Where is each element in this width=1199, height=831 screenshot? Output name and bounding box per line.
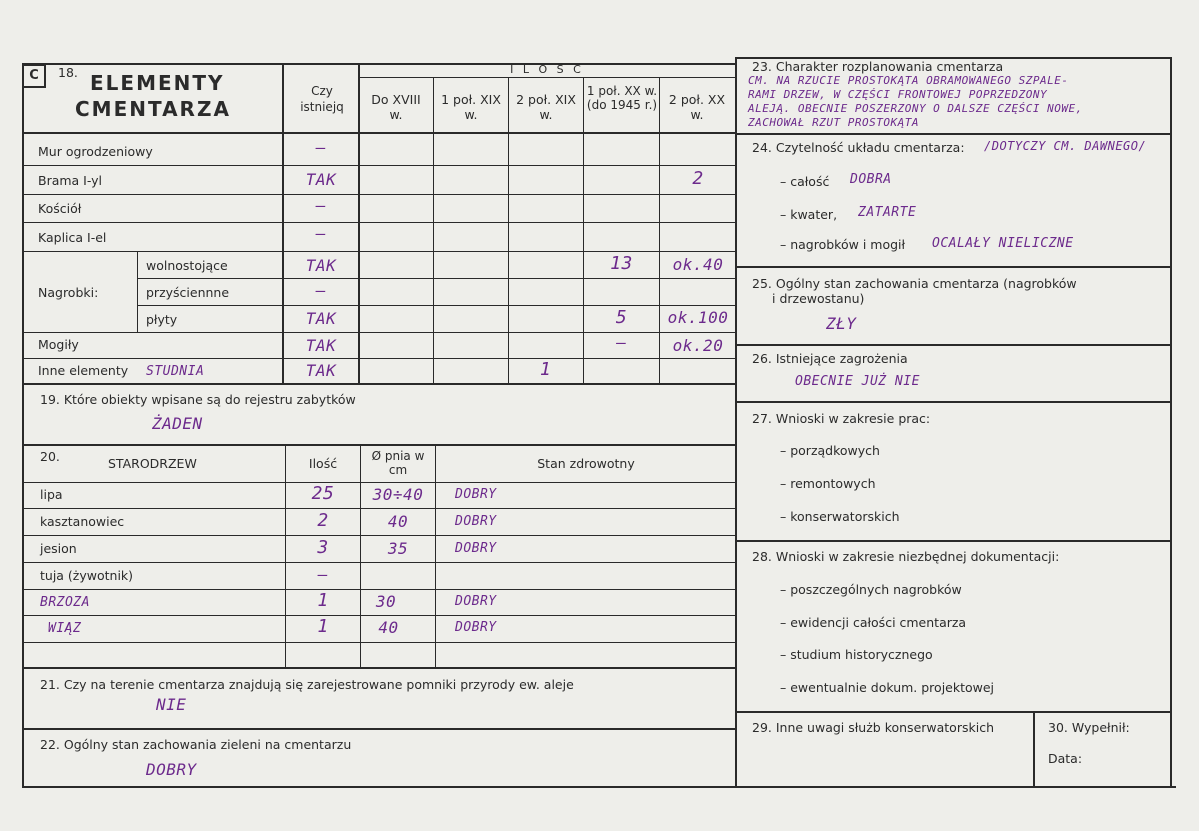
row-wolnostojace: wolnostojące xyxy=(146,258,228,273)
q21-answer: NIE xyxy=(156,695,187,714)
row-przyscienne: przyściennne xyxy=(146,285,230,300)
q23-label: 23. Charakter rozplanowania cmentarza xyxy=(752,59,1004,74)
q19-label: 19. Które obiekty wpisane są do rejestru zabytków xyxy=(40,392,356,407)
q24-calosc: – całość xyxy=(780,174,830,189)
row-kaplica: Kaplica I-el xyxy=(38,230,107,245)
q24-kwater-hw: ZATARTE xyxy=(858,205,917,220)
tree-health: DOBRY xyxy=(455,514,497,529)
tree-qty: 1 xyxy=(317,616,329,637)
header-1pol-xx: 1 poł. XX w. (do 1945 r.) xyxy=(586,84,658,113)
row-inne: Inne elementy xyxy=(38,363,129,378)
row-kosciol: Kościół xyxy=(38,201,82,216)
q20-number: 20. xyxy=(40,449,60,464)
val-plyty-2pol20: ok.100 xyxy=(667,308,729,327)
q23-hw-line-1: CM. NA RZUCIE PROSTOKĄTA OBRAMOWANEGO SZPALE- xyxy=(748,74,1069,87)
val-kosciol-czy: — xyxy=(315,196,327,215)
tree-qty: 25 xyxy=(311,483,335,504)
q22-label: 22. Ogólny stan zachowania zieleni na cmentarzu xyxy=(40,737,352,752)
row-brama: Brama I-yl xyxy=(38,173,103,188)
tree-qty: 3 xyxy=(317,537,329,558)
q27-remontowych: – remontowych xyxy=(780,476,876,491)
header-2pol-xx: 2 poł. XX w. xyxy=(668,92,726,122)
row-plyty: płyty xyxy=(146,312,178,327)
tree-diameter: 35 xyxy=(387,539,409,558)
q27-porzadkowych: – porządkowych xyxy=(780,443,880,458)
q20-header-starodrzew: STARODRZEW xyxy=(108,456,197,471)
q29-label: 29. Inne uwagi służb konserwatorskich xyxy=(752,720,994,735)
val-brama-czy: TAK xyxy=(305,170,337,189)
tree-name: WIĄZ xyxy=(48,621,82,636)
q30-data: Data: xyxy=(1048,751,1083,766)
q25-label-1: 25. Ogólny stan zachowania cmentarza (nagrobków xyxy=(752,276,1077,291)
q25-answer: ZŁY xyxy=(826,314,857,333)
val-inne-hw: STUDNIA xyxy=(146,364,205,379)
q24-nagrobkow-hw: OCALAŁY NIELICZNE xyxy=(932,236,1074,251)
val-mur-czy: — xyxy=(315,138,327,157)
header-2pol-xix: 2 poł. XIX w. xyxy=(516,92,576,122)
tree-diameter: 40 xyxy=(378,618,399,637)
q24-nagrobkow: – nagrobków i mogił xyxy=(780,237,906,252)
q28-nagrobkow: – poszczególnych nagrobków xyxy=(780,582,962,597)
header-do-xviii: Do XVIII w. xyxy=(371,92,421,122)
header-ilosc: I L O Ś Ć xyxy=(510,63,584,76)
val-przysc-czy: — xyxy=(315,281,327,300)
header-1pol-xix: 1 poł. XIX w. xyxy=(441,92,501,122)
val-kaplica-czy: — xyxy=(315,224,327,243)
q22-answer: DOBRY xyxy=(146,760,197,779)
q24-hw: /DOTYCZY CM. DAWNEGO/ xyxy=(984,139,1147,153)
q20-header-ilosc: Ilość xyxy=(308,456,338,471)
tree-qty: — xyxy=(317,565,329,584)
q20-header-stan: Stan zdrowotny xyxy=(537,456,635,471)
tree-qty: 1 xyxy=(317,590,329,611)
tree-name: tuja (żywotnik) xyxy=(40,568,134,583)
q26-answer: OBECNIE JUŻ NIE xyxy=(795,374,920,389)
q24-label: 24. Czytelność układu cmentarza: xyxy=(752,140,965,155)
val-mogily-1pol20: — xyxy=(616,333,627,352)
val-brama-2pol20: 2 xyxy=(692,168,704,189)
q21-label: 21. Czy na terenie cmentarza znajdują się zarejestrowane pomniki przyrody ew. aleje xyxy=(40,677,574,692)
row-nagrobki: Nagrobki: xyxy=(38,285,99,300)
tree-name: kasztanowiec xyxy=(40,514,125,529)
q30-label: 30. Wypełnił: xyxy=(1048,720,1130,735)
section-letter: C xyxy=(29,68,39,83)
tree-qty: 2 xyxy=(317,510,329,531)
tree-diameter: 40 xyxy=(387,512,409,531)
tree-health: DOBRY xyxy=(455,541,497,556)
q28-ewidencji: – ewidencji całości cmentarza xyxy=(780,615,967,630)
q28-projektowej: – ewentualnie dokum. projektowej xyxy=(780,680,995,695)
header-czy-istnieja: Czy istniejq xyxy=(300,84,344,114)
tree-health: DOBRY xyxy=(455,487,497,502)
tree-health: DOBRY xyxy=(455,594,497,609)
section-18-number: 18. xyxy=(58,65,78,80)
q19-answer: ŻADEN xyxy=(152,414,203,433)
q23-hw-line-4: ZACHOWAŁ RZUT PROSTOKĄTA xyxy=(748,116,919,129)
val-plyty-czy: TAK xyxy=(305,309,337,328)
val-wolno-1pol20: 13 xyxy=(610,253,633,274)
val-plyty-1pol20: 5 xyxy=(615,307,628,328)
q28-studium: – studium historycznego xyxy=(780,647,933,662)
val-wolno-czy: TAK xyxy=(305,256,337,275)
elementy-title-2: CMENTARZA xyxy=(75,97,231,121)
q27-konserwatorskich: – konserwatorskich xyxy=(780,509,900,524)
row-mur: Mur ogrodzeniowy xyxy=(38,144,153,159)
q27-label: 27. Wnioski w zakresie prac: xyxy=(752,411,931,426)
q24-kwater: – kwater, xyxy=(780,207,838,222)
tree-name: jesion xyxy=(40,541,77,556)
elementy-title-1: ELEMENTY xyxy=(90,71,225,95)
tree-diameter: 30÷40 xyxy=(372,485,424,504)
q20-header-pnia: Ø pnia w cm xyxy=(371,449,425,478)
q28-label: 28. Wnioski w zakresie niezbędnej dokumentacji: xyxy=(752,549,1060,564)
val-inne-czy: TAK xyxy=(305,361,337,380)
val-inne-2pol19: 1 xyxy=(539,359,552,380)
tree-name: lipa xyxy=(40,487,63,502)
tree-diameter: 30 xyxy=(375,592,397,611)
val-wolno-2pol20: ok.40 xyxy=(672,255,724,274)
q25-label-2: i drzewostanu) xyxy=(772,291,865,306)
val-mogily-2pol20: ok.20 xyxy=(672,336,724,355)
q23-hw-line-3: ALEJĄ. OBECNIE POSZERZONY O DALSZE CZĘŚCI NOWE, xyxy=(748,102,1083,115)
val-mogily-czy: TAK xyxy=(305,336,337,355)
row-mogily: Mogiły xyxy=(38,337,79,352)
section-letter-box xyxy=(22,64,46,88)
tree-health: DOBRY xyxy=(455,620,497,635)
q23-hw-line-2: RAMI DRZEW, W CZĘŚCI FRONTOWEJ POPRZEDZONY xyxy=(748,88,1048,101)
tree-name: BRZOZA xyxy=(40,595,90,610)
q24-calosc-hw: DOBRA xyxy=(850,172,892,187)
q26-label: 26. Istniejące zagrożenia xyxy=(752,351,908,366)
